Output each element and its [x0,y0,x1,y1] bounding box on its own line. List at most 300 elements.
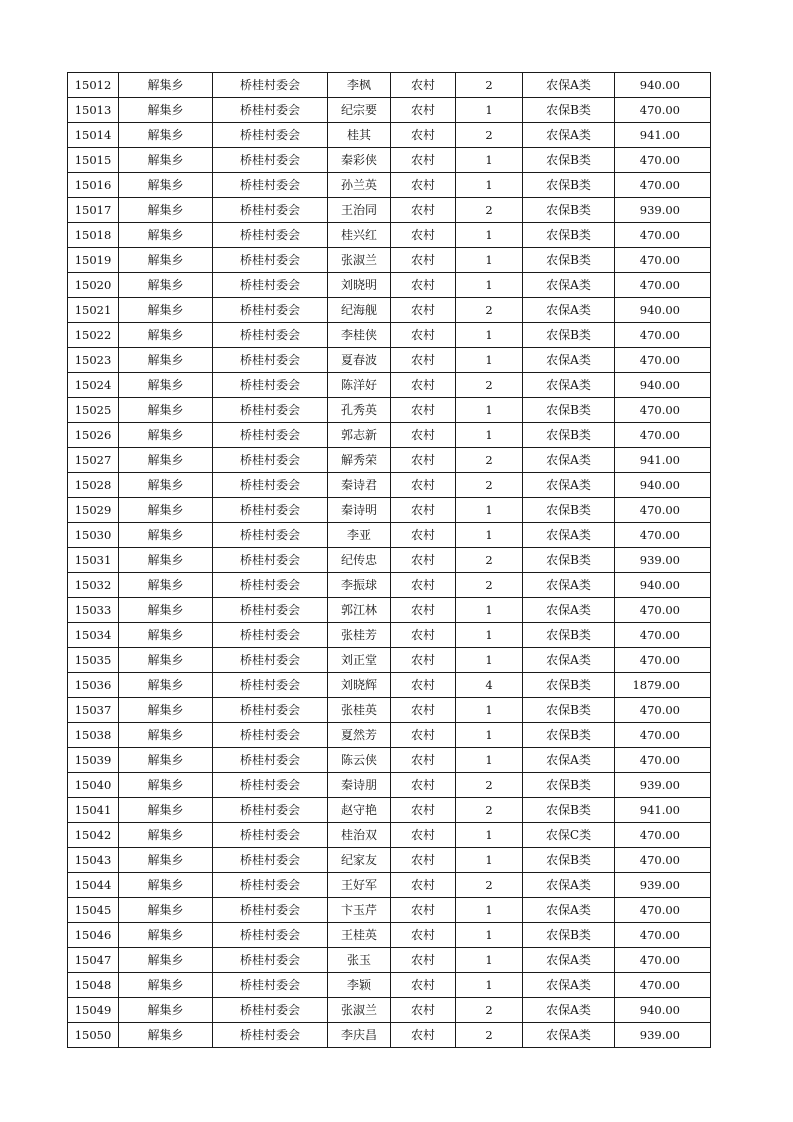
cell-record-id: 15032 [68,573,119,598]
table-row [68,848,711,873]
cell-township: 解集乡 [119,423,213,448]
cell-household-count: 1 [456,423,523,448]
cell-person-name: 秦彩侠 [328,148,391,173]
cell-person-name: 纪海舰 [328,298,391,323]
cell-record-id: 15017 [68,198,119,223]
table-row [68,498,711,523]
cell-village-committee: 桥桂村委会 [213,298,328,323]
cell-record-id: 15037 [68,698,119,723]
cell-person-name: 纪家友 [328,848,391,873]
cell-township: 解集乡 [119,73,213,98]
table-row [68,323,711,348]
cell-amount: 470.00 [615,948,711,973]
cell-insurance-category: 农保B类 [523,248,615,273]
cell-insurance-category: 农保B类 [523,923,615,948]
cell-household-count: 1 [456,348,523,373]
table-row [68,423,711,448]
cell-person-name: 刘正堂 [328,648,391,673]
cell-village-committee: 桥桂村委会 [213,823,328,848]
cell-insurance-category: 农保B类 [523,173,615,198]
cell-village-committee: 桥桂村委会 [213,223,328,248]
cell-amount: 470.00 [615,623,711,648]
table-row [68,148,711,173]
table-row [68,873,711,898]
cell-household-count: 2 [456,298,523,323]
cell-record-id: 15027 [68,448,119,473]
cell-amount: 470.00 [615,723,711,748]
cell-record-id: 15025 [68,398,119,423]
cell-area-type: 农村 [391,323,456,348]
cell-area-type: 农村 [391,623,456,648]
cell-village-committee: 桥桂村委会 [213,748,328,773]
table-row [68,198,711,223]
cell-household-count: 1 [456,498,523,523]
cell-township: 解集乡 [119,873,213,898]
cell-village-committee: 桥桂村委会 [213,273,328,298]
cell-area-type: 农村 [391,548,456,573]
cell-area-type: 农村 [391,648,456,673]
table-row [68,798,711,823]
cell-amount: 470.00 [615,398,711,423]
cell-record-id: 15022 [68,323,119,348]
cell-household-count: 2 [456,73,523,98]
cell-household-count: 1 [456,948,523,973]
cell-household-count: 1 [456,898,523,923]
cell-record-id: 15040 [68,773,119,798]
cell-amount: 470.00 [615,148,711,173]
cell-amount: 470.00 [615,698,711,723]
cell-amount: 940.00 [615,73,711,98]
table-row [68,948,711,973]
cell-household-count: 1 [456,323,523,348]
cell-record-id: 15039 [68,748,119,773]
cell-person-name: 桂其 [328,123,391,148]
cell-record-id: 15036 [68,673,119,698]
cell-area-type: 农村 [391,398,456,423]
cell-person-name: 陈云侠 [328,748,391,773]
cell-area-type: 农村 [391,198,456,223]
cell-insurance-category: 农保B类 [523,673,615,698]
cell-area-type: 农村 [391,848,456,873]
cell-person-name: 李庆昌 [328,1023,391,1048]
cell-household-count: 1 [456,748,523,773]
cell-area-type: 农村 [391,73,456,98]
cell-area-type: 农村 [391,448,456,473]
cell-record-id: 15049 [68,998,119,1023]
cell-township: 解集乡 [119,723,213,748]
table-row [68,98,711,123]
cell-household-count: 2 [456,798,523,823]
cell-amount: 470.00 [615,98,711,123]
cell-township: 解集乡 [119,848,213,873]
cell-record-id: 15019 [68,248,119,273]
cell-insurance-category: 农保B类 [523,98,615,123]
cell-township: 解集乡 [119,773,213,798]
roster-body [68,73,711,1048]
cell-township: 解集乡 [119,248,213,273]
cell-insurance-category: 农保B类 [523,223,615,248]
cell-township: 解集乡 [119,823,213,848]
cell-area-type: 农村 [391,773,456,798]
cell-amount: 941.00 [615,798,711,823]
cell-area-type: 农村 [391,298,456,323]
cell-area-type: 农村 [391,498,456,523]
cell-record-id: 15014 [68,123,119,148]
table-row [68,1023,711,1048]
cell-person-name: 赵守艳 [328,798,391,823]
cell-insurance-category: 农保B类 [523,423,615,448]
cell-person-name: 纪传忠 [328,548,391,573]
cell-household-count: 1 [456,398,523,423]
cell-village-committee: 桥桂村委会 [213,73,328,98]
table-row [68,973,711,998]
cell-area-type: 农村 [391,223,456,248]
table-row [68,448,711,473]
cell-amount: 939.00 [615,773,711,798]
cell-amount: 941.00 [615,123,711,148]
cell-record-id: 15046 [68,923,119,948]
cell-record-id: 15029 [68,498,119,523]
cell-township: 解集乡 [119,523,213,548]
cell-insurance-category: 农保A类 [523,1023,615,1048]
cell-township: 解集乡 [119,748,213,773]
cell-household-count: 1 [456,598,523,623]
cell-amount: 470.00 [615,223,711,248]
cell-village-committee: 桥桂村委会 [213,348,328,373]
cell-insurance-category: 农保B类 [523,698,615,723]
cell-insurance-category: 农保B类 [523,498,615,523]
cell-household-count: 1 [456,523,523,548]
cell-area-type: 农村 [391,823,456,848]
cell-amount: 470.00 [615,498,711,523]
cell-village-committee: 桥桂村委会 [213,173,328,198]
cell-area-type: 农村 [391,973,456,998]
cell-person-name: 桂兴红 [328,223,391,248]
cell-record-id: 15042 [68,823,119,848]
cell-amount: 470.00 [615,173,711,198]
cell-person-name: 张淑兰 [328,248,391,273]
cell-person-name: 刘晓明 [328,273,391,298]
cell-village-committee: 桥桂村委会 [213,698,328,723]
cell-village-committee: 桥桂村委会 [213,123,328,148]
cell-village-committee: 桥桂村委会 [213,548,328,573]
cell-village-committee: 桥桂村委会 [213,873,328,898]
table-row [68,248,711,273]
table-row [68,573,711,598]
cell-household-count: 2 [456,448,523,473]
cell-area-type: 农村 [391,598,456,623]
cell-area-type: 农村 [391,123,456,148]
cell-household-count: 1 [456,623,523,648]
cell-household-count: 2 [456,123,523,148]
cell-household-count: 1 [456,698,523,723]
cell-township: 解集乡 [119,273,213,298]
cell-record-id: 15021 [68,298,119,323]
cell-area-type: 农村 [391,1023,456,1048]
cell-village-committee: 桥桂村委会 [213,898,328,923]
cell-insurance-category: 农保A类 [523,73,615,98]
cell-record-id: 15018 [68,223,119,248]
cell-record-id: 15013 [68,98,119,123]
cell-area-type: 农村 [391,373,456,398]
table-row [68,273,711,298]
cell-amount: 1879.00 [615,673,711,698]
cell-township: 解集乡 [119,598,213,623]
cell-insurance-category: 农保C类 [523,823,615,848]
cell-person-name: 孙兰英 [328,173,391,198]
cell-person-name: 夏春波 [328,348,391,373]
cell-area-type: 农村 [391,998,456,1023]
table-row [68,698,711,723]
table-row [68,373,711,398]
cell-township: 解集乡 [119,923,213,948]
cell-person-name: 桂治双 [328,823,391,848]
cell-insurance-category: 农保A类 [523,948,615,973]
cell-record-id: 15030 [68,523,119,548]
cell-amount: 470.00 [615,273,711,298]
cell-household-count: 1 [456,148,523,173]
cell-area-type: 农村 [391,523,456,548]
cell-village-committee: 桥桂村委会 [213,998,328,1023]
cell-township: 解集乡 [119,148,213,173]
cell-record-id: 15028 [68,473,119,498]
cell-household-count: 2 [456,548,523,573]
cell-person-name: 郭志新 [328,423,391,448]
cell-village-committee: 桥桂村委会 [213,98,328,123]
table-row [68,623,711,648]
cell-village-committee: 桥桂村委会 [213,323,328,348]
cell-village-committee: 桥桂村委会 [213,848,328,873]
cell-area-type: 农村 [391,673,456,698]
cell-township: 解集乡 [119,623,213,648]
cell-amount: 940.00 [615,473,711,498]
cell-village-committee: 桥桂村委会 [213,498,328,523]
cell-amount: 470.00 [615,323,711,348]
cell-amount: 470.00 [615,598,711,623]
cell-household-count: 2 [456,1023,523,1048]
cell-amount: 939.00 [615,1023,711,1048]
cell-township: 解集乡 [119,398,213,423]
cell-person-name: 张桂英 [328,698,391,723]
cell-person-name: 卞玉芹 [328,898,391,923]
cell-person-name: 夏然芳 [328,723,391,748]
cell-record-id: 15015 [68,148,119,173]
cell-record-id: 15045 [68,898,119,923]
cell-amount: 470.00 [615,648,711,673]
cell-amount: 470.00 [615,348,711,373]
cell-record-id: 15035 [68,648,119,673]
cell-area-type: 农村 [391,798,456,823]
cell-insurance-category: 农保B类 [523,773,615,798]
cell-person-name: 陈洋好 [328,373,391,398]
cell-insurance-category: 农保B类 [523,723,615,748]
cell-amount: 470.00 [615,848,711,873]
table-row [68,348,711,373]
table-row [68,73,711,98]
table-row [68,773,711,798]
cell-village-committee: 桥桂村委会 [213,198,328,223]
cell-amount: 470.00 [615,973,711,998]
cell-amount: 939.00 [615,548,711,573]
cell-village-committee: 桥桂村委会 [213,448,328,473]
cell-township: 解集乡 [119,223,213,248]
cell-record-id: 15020 [68,273,119,298]
cell-township: 解集乡 [119,323,213,348]
cell-insurance-category: 农保A类 [523,748,615,773]
cell-township: 解集乡 [119,1023,213,1048]
cell-insurance-category: 农保B类 [523,323,615,348]
cell-insurance-category: 农保A类 [523,473,615,498]
cell-household-count: 1 [456,973,523,998]
table-row [68,748,711,773]
cell-area-type: 农村 [391,423,456,448]
table-row [68,523,711,548]
cell-area-type: 农村 [391,873,456,898]
cell-household-count: 1 [456,248,523,273]
cell-insurance-category: 农保A类 [523,973,615,998]
table-row [68,723,711,748]
cell-person-name: 张桂芳 [328,623,391,648]
cell-township: 解集乡 [119,348,213,373]
cell-record-id: 15023 [68,348,119,373]
cell-amount: 939.00 [615,873,711,898]
table-row [68,673,711,698]
cell-village-committee: 桥桂村委会 [213,798,328,823]
cell-insurance-category: 农保A类 [523,998,615,1023]
cell-township: 解集乡 [119,448,213,473]
cell-village-committee: 桥桂村委会 [213,673,328,698]
cell-insurance-category: 农保A类 [523,873,615,898]
cell-township: 解集乡 [119,973,213,998]
cell-insurance-category: 农保A类 [523,573,615,598]
cell-insurance-category: 农保B类 [523,148,615,173]
cell-household-count: 1 [456,173,523,198]
cell-village-committee: 桥桂村委会 [213,523,328,548]
cell-insurance-category: 农保A类 [523,273,615,298]
cell-area-type: 农村 [391,148,456,173]
cell-record-id: 15038 [68,723,119,748]
cell-area-type: 农村 [391,948,456,973]
cell-township: 解集乡 [119,898,213,923]
cell-amount: 940.00 [615,298,711,323]
cell-amount: 940.00 [615,998,711,1023]
cell-person-name: 秦诗明 [328,498,391,523]
table-row [68,898,711,923]
table-row [68,398,711,423]
cell-township: 解集乡 [119,548,213,573]
cell-area-type: 农村 [391,748,456,773]
cell-household-count: 1 [456,648,523,673]
cell-amount: 940.00 [615,373,711,398]
cell-insurance-category: 农保A类 [523,598,615,623]
cell-record-id: 15043 [68,848,119,873]
cell-village-committee: 桥桂村委会 [213,948,328,973]
cell-person-name: 孔秀英 [328,398,391,423]
cell-person-name: 刘晓辉 [328,673,391,698]
cell-record-id: 15031 [68,548,119,573]
cell-village-committee: 桥桂村委会 [213,623,328,648]
cell-insurance-category: 农保B类 [523,623,615,648]
cell-insurance-category: 农保B类 [523,848,615,873]
cell-household-count: 1 [456,223,523,248]
cell-amount: 941.00 [615,448,711,473]
cell-township: 解集乡 [119,998,213,1023]
cell-household-count: 2 [456,873,523,898]
cell-township: 解集乡 [119,798,213,823]
table-row [68,598,711,623]
cell-area-type: 农村 [391,248,456,273]
cell-township: 解集乡 [119,298,213,323]
cell-insurance-category: 农保A类 [523,298,615,323]
cell-record-id: 15016 [68,173,119,198]
cell-village-committee: 桥桂村委会 [213,423,328,448]
cell-household-count: 2 [456,373,523,398]
cell-record-id: 15033 [68,598,119,623]
cell-area-type: 农村 [391,173,456,198]
roster-table [67,72,711,1048]
table-row [68,123,711,148]
cell-area-type: 农村 [391,898,456,923]
cell-household-count: 2 [456,998,523,1023]
table-row [68,923,711,948]
cell-village-committee: 桥桂村委会 [213,648,328,673]
table-row [68,823,711,848]
cell-person-name: 李桂侠 [328,323,391,348]
cell-amount: 470.00 [615,823,711,848]
cell-village-committee: 桥桂村委会 [213,248,328,273]
cell-person-name: 解秀荣 [328,448,391,473]
cell-record-id: 15044 [68,873,119,898]
cell-township: 解集乡 [119,98,213,123]
cell-amount: 470.00 [615,423,711,448]
cell-person-name: 李枫 [328,73,391,98]
cell-village-committee: 桥桂村委会 [213,148,328,173]
cell-township: 解集乡 [119,573,213,598]
cell-person-name: 王桂英 [328,923,391,948]
cell-township: 解集乡 [119,373,213,398]
cell-township: 解集乡 [119,498,213,523]
cell-person-name: 郭江林 [328,598,391,623]
cell-township: 解集乡 [119,698,213,723]
cell-record-id: 15050 [68,1023,119,1048]
cell-record-id: 15041 [68,798,119,823]
cell-village-committee: 桥桂村委会 [213,723,328,748]
cell-insurance-category: 农保A类 [523,648,615,673]
table-row [68,473,711,498]
cell-township: 解集乡 [119,173,213,198]
cell-person-name: 王治同 [328,198,391,223]
cell-insurance-category: 农保B类 [523,398,615,423]
cell-area-type: 农村 [391,723,456,748]
cell-household-count: 1 [456,823,523,848]
cell-record-id: 15026 [68,423,119,448]
cell-insurance-category: 农保A类 [523,348,615,373]
cell-village-committee: 桥桂村委会 [213,773,328,798]
cell-household-count: 2 [456,573,523,598]
cell-person-name: 秦诗朋 [328,773,391,798]
cell-person-name: 张玉 [328,948,391,973]
cell-insurance-category: 农保B类 [523,548,615,573]
cell-area-type: 农村 [391,573,456,598]
cell-village-committee: 桥桂村委会 [213,598,328,623]
cell-household-count: 1 [456,98,523,123]
table-row [68,173,711,198]
cell-household-count: 1 [456,273,523,298]
cell-household-count: 2 [456,198,523,223]
cell-amount: 940.00 [615,573,711,598]
cell-amount: 470.00 [615,748,711,773]
cell-township: 解集乡 [119,948,213,973]
